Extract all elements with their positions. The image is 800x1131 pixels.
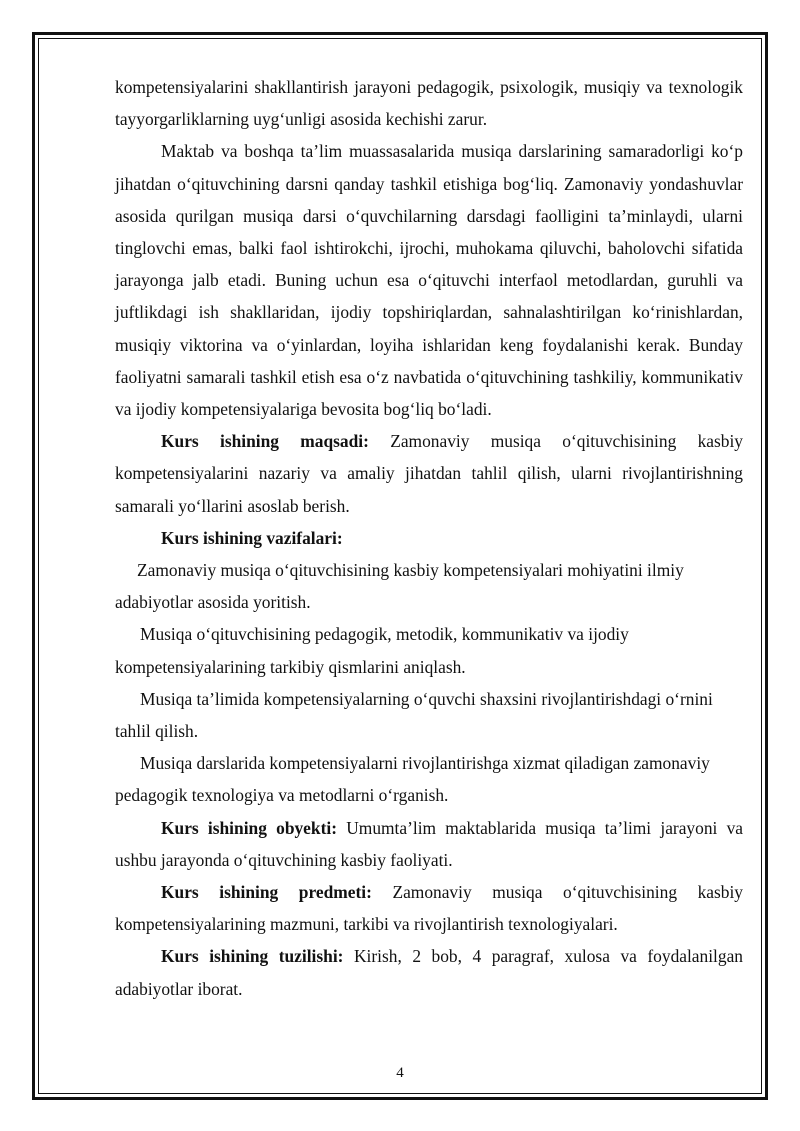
paragraph-intro-continuation: kompetensiyalarini shakllantirish jarayoni pedagogik, psixologik, musiqiy va texnologik tayyorgarliklarning uyg‘unligi asosida kechishi zarur. <box>115 77 743 130</box>
paragraph-lesson-effectiveness: Maktab va boshqa ta’lim muassasalarida musiqa darslarining samaradorligi ko‘p jihatdan o‘qituvchining darsni qanday tashkil etishiga bog‘liq. Zamonaviy yondashuvlar asosida qurilgan musiqa darsi o‘quvchilarning darsdagi faolligini ta’minlaydi, ularni tinglovchi emas, balki faol ishtirokchi, ijrochi, muhokama qiluvchi, baholovchi sifatida jarayonga jalb etadi. Buning uchun esa o‘qituvchi interfaol metodlardan, guruhli va juftlikdagi ish shakllaridan, ijodiy topshiriqlardan, sahnalashtirilgan ko‘rinishlardan, musiqiy viktorina va o‘yinlardan, loyiha ishlaridan keng foydalanishi kerak. Bunday faoliyatni samarali tashkil etish esa o‘z navbatida o‘qituvchining tashkiliy, kommunikativ va ijodiy kompetensiyalariga bevosita bog‘liq bo‘ladi. <box>115 141 743 420</box>
object-text: Umumta’lim maktablarida musiqa ta’limi jarayoni va ushbu jarayonda o‘qituvchining kasbiy faoliyati. <box>115 817 743 870</box>
goal-label: Kurs ishining maqsadi: <box>161 431 369 452</box>
paragraph-subject <box>115 876 743 940</box>
page-number: 4 <box>396 1065 404 1081</box>
subject-text: Zamonaviy musiqa o‘qituvchisining kasbiy kompetensiyalarining mazmuni, tarkibi va rivojlantirish texnologiyalari. <box>115 882 743 935</box>
task-item-3: Musiqa ta’limida kompetensiyalarning o‘quvchi shaxsini rivojlantirishdagi o‘rnini tahlil qilish. <box>115 688 713 742</box>
task-item-1: Zamonaviy musiqa o‘qituvchisining kasbiy kompetensiyalari mohiyatini ilmiy adabiyotlar asosida yoritish. <box>115 560 684 613</box>
object-label: Kurs ishining obyekti: <box>161 817 337 838</box>
document-body <box>115 71 743 1005</box>
tasks-label: Kurs ishining vazifalari: <box>161 527 343 548</box>
tasks-heading <box>115 522 743 554</box>
task-item-2: Musiqa o‘qituvchisining pedagogik, metodik, kommunikativ va ijodiy kompetensiyalarining tarkibiy qismlarini aniqlash. <box>115 624 629 677</box>
structure-text: Kirish, 2 bob, 4 paragraf, xulosa va foydalanilgan adabiyotlar iborat. <box>115 946 743 999</box>
task-item-4: Musiqa darslarida kompetensiyalarni rivojlantirishga xizmat qiladigan zamonaviy pedagogik texnologiya va metodlarni o‘rganish. <box>115 753 710 806</box>
subject-label: Kurs ishining predmeti: <box>161 882 372 903</box>
structure-label: Kurs ishining tuzilishi: <box>161 946 344 967</box>
paragraph-goal <box>115 425 743 522</box>
goal-text: Zamonaviy musiqa o‘qituvchisining kasbiy kompetensiyalarini nazariy va amaliy jihatdan tahlil qilish, ularni rivojlantirishning samarali yo‘llarini asoslab berish. <box>115 431 744 516</box>
paragraph-object <box>115 812 743 876</box>
paragraph-structure <box>115 940 743 1004</box>
